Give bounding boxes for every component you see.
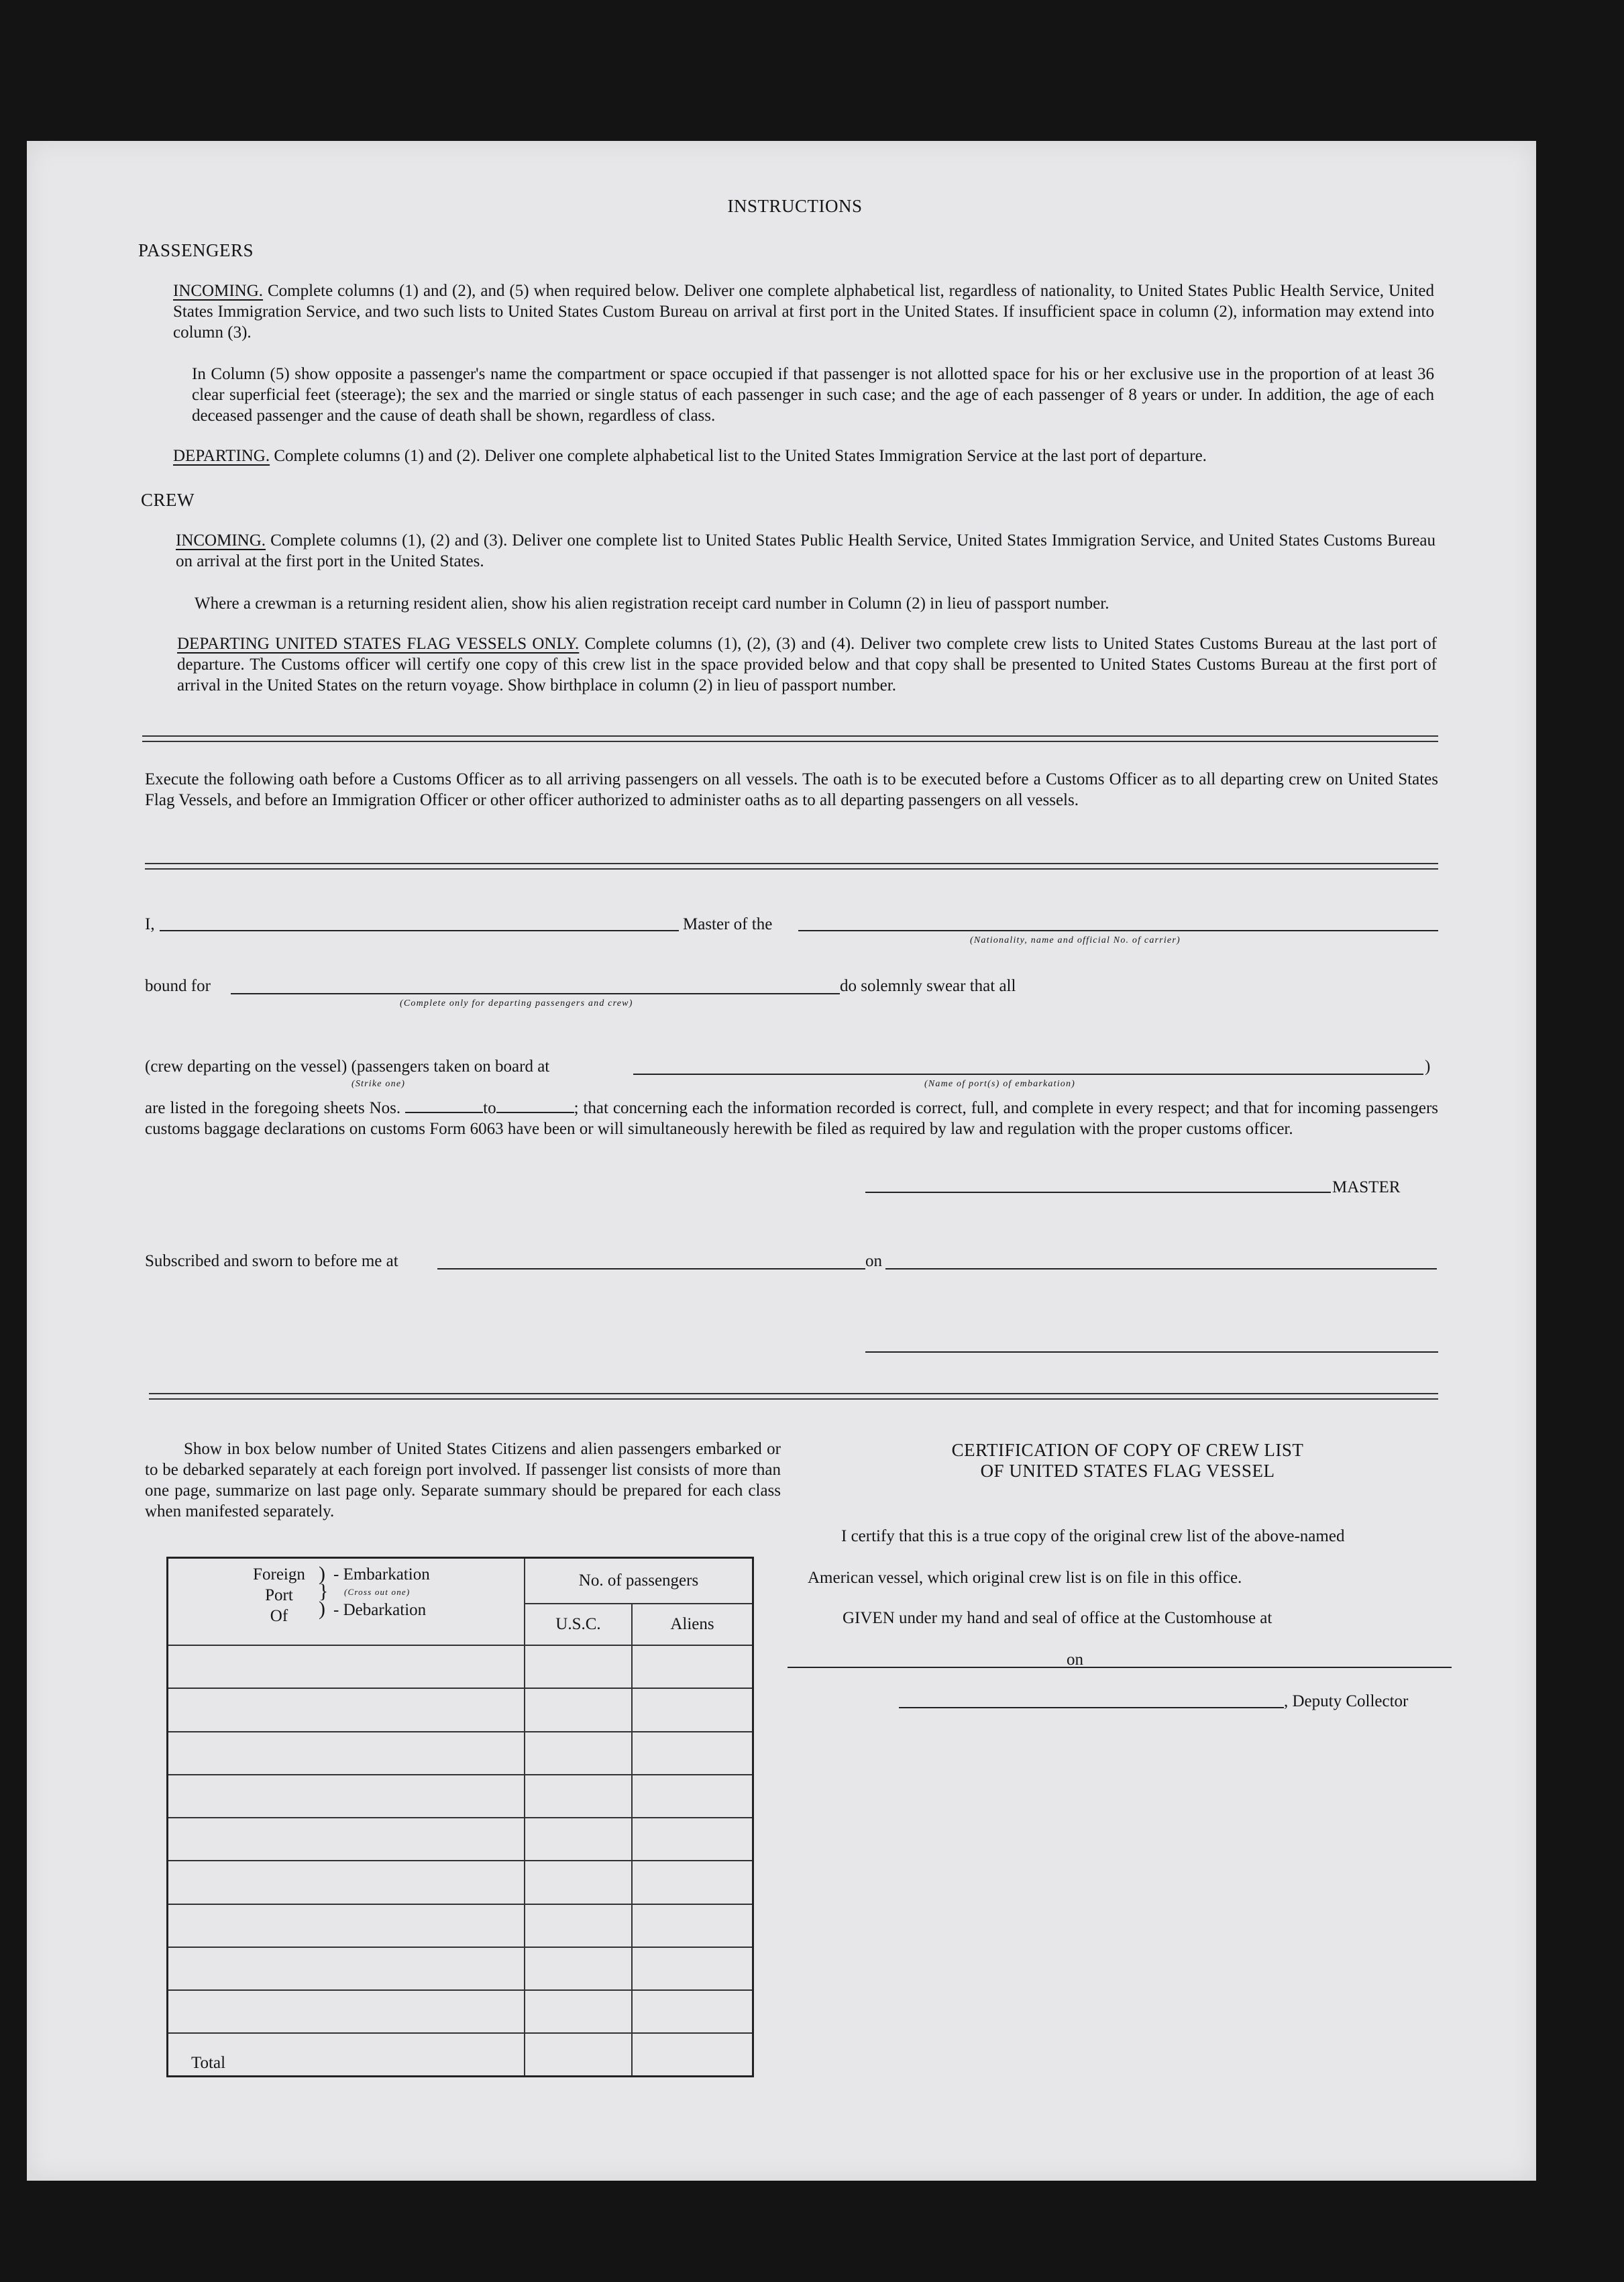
passengers-departing-label: DEPARTING.: [173, 447, 270, 465]
embarkation-ports-field[interactable]: [633, 1074, 1423, 1075]
passengers-incoming: [173, 280, 1434, 343]
usc-cell[interactable]: [525, 1861, 632, 1904]
strike-caption: (Strike one): [351, 1079, 406, 1089]
instructions-title: INSTRUCTIONS: [727, 196, 863, 216]
table-row: [168, 1645, 753, 1688]
ports-caption: (Name of port(s) of embarkation): [924, 1079, 1076, 1089]
divider: [149, 1393, 1438, 1400]
form-page: [27, 141, 1536, 2181]
port-cell[interactable]: [168, 1732, 525, 1775]
table-row: [168, 1861, 753, 1904]
master-name-field[interactable]: [160, 930, 679, 931]
oath-i-label: I,: [145, 915, 155, 933]
listed-prefix: are listed in the foregoing sheets Nos.: [145, 1099, 401, 1117]
aliens-cell[interactable]: [632, 1775, 753, 1818]
no-passengers-header: No. of passengers: [525, 1558, 753, 1604]
officer-signature-field[interactable]: [865, 1351, 1438, 1353]
usc-cell[interactable]: [525, 1990, 632, 2033]
embarkation-option[interactable]: - Embarkation: [333, 1565, 430, 1584]
certification-line1: I certify that this is a true copy of the original crew list of the above-named: [841, 1527, 1345, 1545]
passengers-heading: PASSENGERS: [138, 240, 254, 260]
deputy-collector-label: , Deputy Collector: [1284, 1692, 1409, 1710]
aliens-header: Aliens: [632, 1604, 753, 1645]
total-row: [168, 2033, 753, 2076]
port-cell[interactable]: [168, 1818, 525, 1861]
aliens-cell[interactable]: [632, 1904, 753, 1947]
swear-label: do solemnly swear that all: [840, 977, 1016, 995]
listed-statement: [145, 1098, 1438, 1139]
brace-icon: ) } ): [319, 1563, 329, 1620]
departing-caption: (Complete only for departing passengers and crew): [400, 998, 633, 1008]
port-cell[interactable]: [168, 1904, 525, 1947]
aliens-cell[interactable]: [632, 1818, 753, 1861]
usc-cell[interactable]: [525, 1775, 632, 1818]
col-port-label: Port: [265, 1586, 293, 1604]
carrier-field[interactable]: [798, 930, 1438, 931]
deputy-signature-field[interactable]: [899, 1707, 1284, 1708]
master-label: MASTER: [1332, 1178, 1401, 1196]
table-row: [168, 1990, 753, 2033]
sheet-from-field[interactable]: [405, 1102, 483, 1113]
usc-cell[interactable]: [525, 1688, 632, 1731]
usc-header: U.S.C.: [525, 1604, 632, 1645]
crew-incoming: [176, 530, 1436, 572]
port-cell[interactable]: [168, 1947, 525, 1990]
table-row: [168, 1775, 753, 1818]
bound-for-label: bound for: [145, 977, 211, 995]
aliens-total-cell[interactable]: [632, 2033, 753, 2076]
debarkation-option[interactable]: - Debarkation: [333, 1601, 427, 1619]
summary-intro: Show in box below number of United States Citizens and alien passengers embarked or to be debarked separately at each foreign port involved. If passenger list consists of more than one page, summarize on last page only. Separate summary should be prepared for each class when manifested separately.: [145, 1440, 781, 1520]
usc-total-cell[interactable]: [525, 2033, 632, 2076]
crew-departing-text: Complete columns (1), (2), (3) and (4). Deliver two complete crew lists to United States Customs Bureau at the last port of departure. The Customs officer will certify one copy of this crew list in the space provided below and that copy shall be presented to United States Customs Bureau at the first port of arrival in the United States on the return voyage. Show birthplace in column (2) in lieu of passport number.: [177, 635, 1437, 694]
certification-line3: GIVEN under my hand and seal of office at the Customhouse at: [843, 1609, 1273, 1627]
carrier-caption: (Nationality, name and official No. of carrier): [970, 935, 1181, 945]
total-label: Total: [168, 2033, 525, 2076]
certification-on-label: on: [1067, 1651, 1083, 1669]
crew-returning: Where a crewman is a returning resident alien, show his alien registration receipt card number in Column (2) in lieu of passport number.: [195, 594, 1109, 613]
aliens-cell[interactable]: [632, 1947, 753, 1990]
crew-incoming-text: Complete columns (1), (2) and (3). Deliver one complete list to United States Public Health Service, United States Immigration Service, and United States Customs Bureau on arrival at the first port in the United States.: [176, 531, 1436, 570]
aliens-cell[interactable]: [632, 1732, 753, 1775]
crew-incoming-label: INCOMING.: [176, 531, 266, 550]
port-cell[interactable]: [168, 1990, 525, 2033]
subscribed-label: Subscribed and sworn to before me at: [145, 1252, 398, 1270]
table-row: [168, 1947, 753, 1990]
table-row: [168, 1688, 753, 1731]
listed-to: to: [483, 1099, 496, 1117]
usc-cell[interactable]: [525, 1904, 632, 1947]
usc-cell[interactable]: [525, 1645, 632, 1688]
sheet-to-field[interactable]: [496, 1102, 574, 1113]
master-of-the-label: Master of the: [683, 915, 773, 933]
divider: [145, 863, 1438, 870]
crew-departing: [177, 633, 1437, 696]
usc-cell[interactable]: [525, 1947, 632, 1990]
sworn-on-label: on: [865, 1252, 882, 1270]
bound-for-field[interactable]: [231, 993, 840, 994]
passengers-incoming-label: INCOMING.: [173, 282, 264, 300]
summary-table: [166, 1557, 754, 2077]
port-cell[interactable]: [168, 1861, 525, 1904]
cross-out-caption: (Cross out one): [344, 1587, 411, 1597]
port-cell[interactable]: [168, 1775, 525, 1818]
certification-title-line2: OF UNITED STATES FLAG VESSEL: [980, 1461, 1275, 1481]
divider: [142, 735, 1438, 742]
foreign-port-header: [168, 1558, 525, 1646]
customhouse-field[interactable]: [788, 1667, 1093, 1668]
passengers-departing: [173, 446, 1434, 466]
usc-cell[interactable]: [525, 1818, 632, 1861]
aliens-cell[interactable]: [632, 1688, 753, 1731]
port-cell[interactable]: [168, 1688, 525, 1731]
close-paren: ): [1425, 1057, 1431, 1076]
col-of-label: Of: [270, 1607, 288, 1625]
sworn-date-field[interactable]: [885, 1268, 1437, 1269]
crew-departing-label: DEPARTING UNITED STATES FLAG VESSELS ONLY.: [177, 635, 580, 653]
aliens-cell[interactable]: [632, 1861, 753, 1904]
aliens-cell[interactable]: [632, 1645, 753, 1688]
crew-departing-strike: (crew departing on the vessel) (passengers taken on board at: [145, 1057, 550, 1076]
col-foreign-label: Foreign: [253, 1565, 305, 1584]
passengers-departing-text: Complete columns (1) and (2). Deliver one complete alphabetical list to the United States Immigration Service at the last port of departure.: [274, 447, 1207, 465]
table-row: [168, 1818, 753, 1861]
sworn-place-field[interactable]: [437, 1268, 865, 1269]
passengers-column5: In Column (5) show opposite a passenger's name the compartment or space occupied if that passenger is not allotted space for his or her exclusive use in the proportion of at least 36 clear superficial feet (steerage); the sex and the married or single status of each passenger in such case; and the age of each passenger of 8 years or under. In addition, the age of each deceased passenger and the cause of death shall be shown, regardless of class.: [192, 365, 1434, 425]
crew-heading: CREW: [141, 490, 195, 510]
certification-title-line1: CERTIFICATION OF COPY OF CREW LIST: [951, 1440, 1304, 1460]
port-cell[interactable]: [168, 1645, 525, 1688]
usc-cell[interactable]: [525, 1732, 632, 1775]
table-row: [168, 1904, 753, 1947]
passengers-incoming-text: Complete columns (1) and (2), and (5) when required below. Deliver one complete alphabetical list, regardless of nationality, to United States Public Health Service, United States Immigration Service, and two such lists to United States Custom Bureau on arrival at first port in the United States. If insufficient space in column (2), information may extend into column (3).: [173, 282, 1435, 342]
master-signature-field[interactable]: [865, 1192, 1331, 1193]
aliens-cell[interactable]: [632, 1990, 753, 2033]
certification-date-field[interactable]: [1091, 1667, 1452, 1668]
listed-rest: ; that concerning each the information recorded is correct, full, and complete in every respect; and that for incoming passengers customs baggage declarations on customs Form 6063 have been or will simultaneously herewith be filed as required by law and regulation with the proper customs officer.: [145, 1099, 1438, 1138]
certification-title: [816, 1440, 1440, 1482]
certification-line2: American vessel, which original crew list is on file in this office.: [808, 1569, 1242, 1587]
table-row: [168, 1732, 753, 1775]
oath-intro: Execute the following oath before a Customs Officer as to all arriving passengers on all vessels. The oath is to be executed before a Customs Officer as to all departing crew on United States Flag Vessels, and before an Immigration Officer or other officer authorized to administer oaths as to all departing passengers on all vessels.: [145, 770, 1438, 809]
